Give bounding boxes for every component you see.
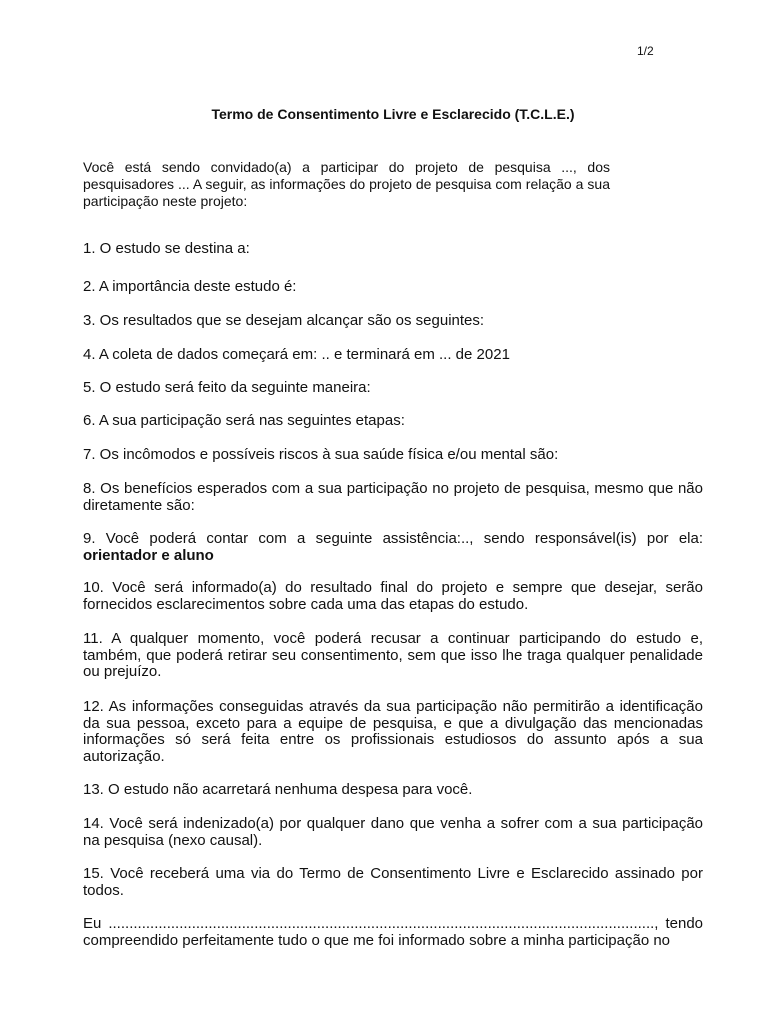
item-11: 11. A qualquer momento, você poderá recusar a continuar participando do estudo e, também, que poderá retirar seu consentimento, sem que isso lhe traga qualquer penalidade ou prejuízo. <box>83 630 703 680</box>
intro-paragraph: Você está sendo convidado(a) a participar do projeto de pesquisa ..., dos pesquisadores ... A seguir, as informações do projeto de pesquisa com relação a sua participação neste projeto: <box>83 159 610 209</box>
item-1: 1. O estudo se destina a: <box>83 240 250 257</box>
item-13: 13. O estudo não acarretará nenhuma despesa para você. <box>83 781 473 798</box>
item-8: 8. Os benefícios esperados com a sua participação no projeto de pesquisa, mesmo que não diretamente são: <box>83 480 703 514</box>
item-9 <box>83 531 703 564</box>
item-9-bold: orientador e aluno <box>83 546 214 564</box>
closing-paragraph: Eu ..................................................................................................................................., tendo compreendido perfeitamente tudo o que me foi informado sobre a minha participação no <box>83 915 703 949</box>
item-3: 3. Os resultados que se desejam alcançar são os seguintes: <box>83 312 485 329</box>
page-number: 1/2 <box>637 44 654 58</box>
item-2: 2. A importância deste estudo é: <box>83 278 297 295</box>
item-10: 10. Você será informado(a) do resultado final do projeto e sempre que desejar, serão fornecidos esclarecimentos sobre cada uma das etapas do estudo. <box>83 579 703 613</box>
item-15: 15. Você receberá uma via do Termo de Consentimento Livre e Esclarecido assinado por todos. <box>83 865 703 899</box>
document-title: Termo de Consentimento Livre e Esclarecido (T.C.L.E.) <box>211 106 575 122</box>
item-9-text: 9. Você poderá contar com a seguinte assistência:.., sendo responsável(is) por ela: <box>83 530 703 547</box>
item-14: 14. Você será indenizado(a) por qualquer dano que venha a sofrer com a sua participação na pesquisa (nexo causal). <box>83 815 703 849</box>
item-6: 6. A sua participação será nas seguintes etapas: <box>83 412 405 429</box>
item-12: 12. As informações conseguidas através da sua participação não permitirão a identificação da sua pessoa, exceto para a equipe de pesquisa, e que a divulgação das mencionadas informações só será feita entre os profissionais estudiosos do assunto após a sua autorização. <box>83 698 703 765</box>
item-7: 7. Os incômodos e possíveis riscos à sua saúde física e/ou mental são: <box>83 446 559 463</box>
item-5: 5. O estudo será feito da seguinte maneira: <box>83 379 371 396</box>
item-4: 4. A coleta de dados começará em: .. e terminará em ... de 2021 <box>83 346 510 363</box>
